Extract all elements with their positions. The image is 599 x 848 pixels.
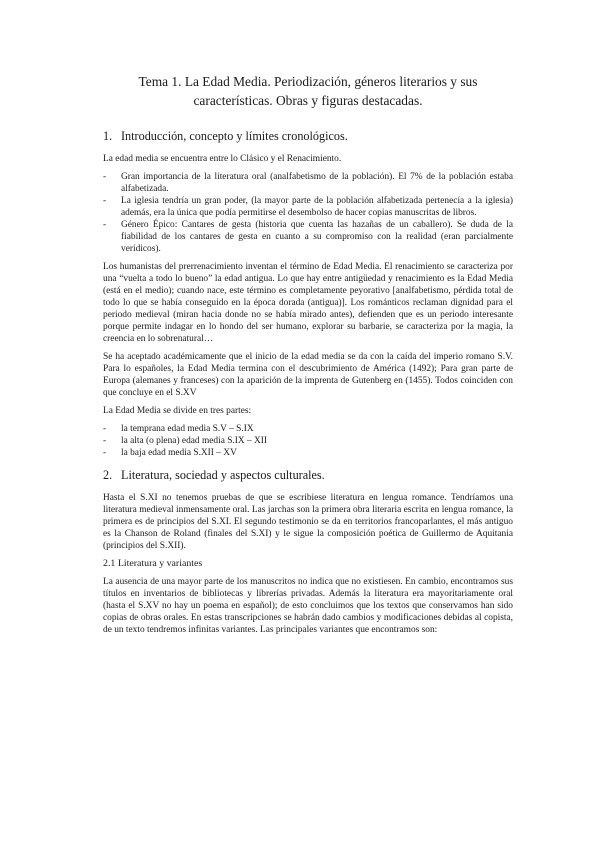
list-item-text: La iglesia tendría un gran poder, (la mayor parte de la población alfabetizada pertenecía a la iglesia) además, era la única que podía permitirse el desembolso de hacer copias manuscritas de libros. — [121, 196, 513, 218]
section-1-number: 1. — [103, 129, 113, 143]
list-item-text: la alta (o plena) edad media S.IX – XII — [121, 436, 268, 446]
section-1-parts-list — [103, 423, 513, 459]
section-1-heading-text: Introducción, concepto y límites cronológicos. — [121, 129, 348, 143]
list-item-text: Gran importancia de la literatura oral (analfabetismo de la población). El 7% de la población estaba alfabetizada. — [121, 172, 513, 194]
list-item — [103, 219, 513, 255]
list-item — [103, 447, 513, 459]
section-2-heading — [103, 468, 513, 483]
section-1-paragraph-chronology: Se ha aceptado académicamente que el inicio de la edad media se da con la caída del imperio romano S.V. Para lo españoles, la Edad Media termina con el descubrimiento de América (1492); Para gran parte de Europa (alemanes y franceses) con la aparición de la imprenta de Gutenberg en (1455). Todos coinciden con que concluye en el S.XV — [103, 352, 513, 398]
section-1-bullet-list — [103, 171, 513, 255]
section-2-number: 2. — [103, 468, 113, 482]
section-1-intro: La edad media se encuentra entre lo Clásico y el Renacimiento. — [103, 154, 342, 164]
dash-bullet: - — [103, 448, 107, 458]
section-1-paragraph-parts-intro: La Edad Media se divide en tres partes: — [103, 406, 252, 416]
dash-bullet: - — [103, 424, 107, 434]
list-item — [103, 423, 513, 435]
document-content — [103, 72, 513, 642]
list-item-text: la baja edad media S.XII – XV — [121, 448, 237, 458]
list-item-text: la temprana edad media S.V – S.IX — [121, 424, 254, 434]
list-item-text: Género Épico: Cantares de gesta (historia que cuenta las hazañas de un caballero). Se duda de la fiabilidad de los cantares de gesta en cuanto a su compromiso con la realidad (eran parcialmente verídicos). — [121, 220, 513, 254]
dash-bullet: - — [103, 196, 107, 206]
list-item — [103, 171, 513, 195]
section-2-heading-text: Literatura, sociedad y aspectos culturales. — [121, 468, 325, 482]
dash-bullet: - — [103, 220, 107, 230]
document-title: Tema 1. La Edad Media. Periodización, géneros literarios y sus características. Obras y figuras destacadas. — [138, 74, 478, 108]
section-1-heading — [103, 129, 513, 144]
dash-bullet: - — [103, 436, 107, 446]
section-2-paragraph-manuscripts: La ausencia de una mayor parte de los manuscritos no indica que no existiesen. En cambio, encontramos sus títulos en inventarios de bibliotecas y librerías privadas. Además la literatura era mayoritariamente oral (hasta el S.XV no hay un poema en español); de esto concluimos que los textos que conservamos han sido copias de obras orales. En estas transcripciones se habrán dado cambios y modificaciones debidas al copista, de un texto tendremos infinitas variantes. Las principales variantes que encontramos son: — [103, 577, 513, 635]
section-1-paragraph-humanists: Los humanistas del prerrenacimiento inventan el término de Edad Media. El renacimiento se caracteriza por una “vuelta a todo lo bueno” la edad antigua. Lo que hay entre antigüedad y renacimiento es la Edad Media (está en el medio); cuando nace, este término es completamente peyorativo [analfabetismo, pérdida total de todo lo que se había conseguido en la época dorada (antigua)]. Los románticos reclaman dignidad para el periodo medieval (miran hacia donde no se había mirado antes), defienden que es un periodo interesante porque permite indagar en lo hondo del ser humano, explorar su barbarie, se caracteriza por la magia, la creencia en lo sobrenatural… — [103, 262, 513, 344]
list-item — [103, 195, 513, 219]
dash-bullet: - — [103, 172, 107, 182]
section-2-paragraph-romance: Hasta el S.XI no tenemos pruebas de que se escribiese literatura en lengua romance. Tendríamos una literatura medieval inmensamente oral. Las jarchas son la primera obra literaria escrita en lengua romance, la primera es de principios del S.XI. El segundo testimonio se da en territorios francoparlantes, el más antiguo es la Chanson de Roland (finales del S.XI) y le sigue la composición poética de Guillermo de Aquitania (principios del S.XII). — [103, 493, 513, 551]
subsection-2-1-heading: 2.1 Literatura y variantes — [103, 558, 203, 569]
list-item — [103, 435, 513, 447]
